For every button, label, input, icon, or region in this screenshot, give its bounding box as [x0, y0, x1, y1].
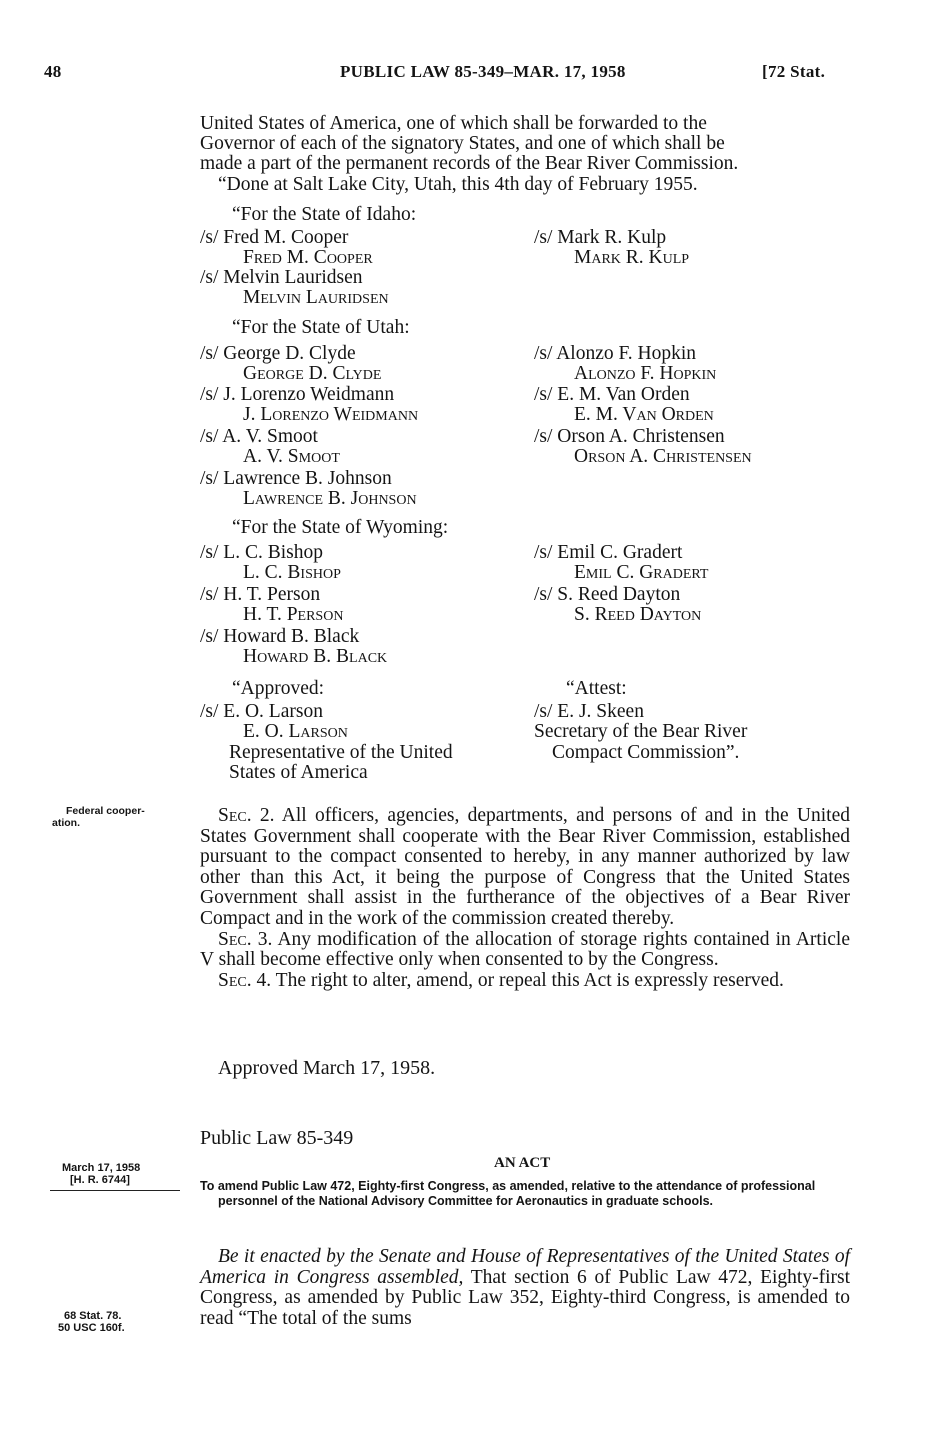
approved-title-2: States of America [229, 762, 368, 783]
utah-typed-name: E. M. Van Orden [574, 404, 714, 425]
enacting-paragraph [200, 1247, 850, 1329]
utah-typed-name: J. Lorenzo Weidmann [243, 404, 419, 425]
approved-signature: /s/ E. O. Larson [200, 701, 323, 722]
utah-typed-name: Lawrence B. Johnson [243, 488, 417, 509]
wyoming-heading: “For the State of Wyoming: [232, 517, 449, 538]
margin-note-date: March 17, 1958 [62, 1162, 141, 1174]
margin-note-bill: [H. R. 6744] [70, 1174, 130, 1186]
utah-signature: /s/ George D. Clyde [200, 343, 356, 364]
section-4 [200, 971, 850, 992]
utah-signature: /s/ A. V. Smoot [200, 426, 318, 447]
idaho-typed-name: Melvin Lauridsen [243, 287, 389, 308]
page-number: 48 [44, 62, 62, 81]
utah-signature: /s/ Alonzo F. Hopkin [534, 343, 697, 364]
attest-title-1: Secretary of the Bear River [534, 721, 748, 742]
wyoming-signature: /s/ Emil C. Gradert [534, 542, 683, 563]
act-heading: AN ACT [494, 1155, 551, 1171]
idaho-typed-name: Mark R. Kulp [574, 247, 690, 268]
approved-title-1: Representative of the United [229, 742, 453, 763]
wyoming-typed-name: Emil C. Gradert [574, 562, 709, 583]
approved-typed-name: E. O. Larson [243, 721, 348, 742]
opening-line-2: Governor of each of the signatory States, and one of which shall be [200, 133, 725, 154]
utah-typed-name: A. V. Smoot [243, 446, 340, 467]
wyoming-typed-name: Howard B. Black [243, 646, 388, 667]
wyoming-typed-name: H. T. Person [243, 604, 344, 625]
wyoming-typed-name: S. Reed Dayton [574, 604, 702, 625]
utah-typed-name: Alonzo F. Hopkin [574, 363, 717, 384]
idaho-signature: /s/ Mark R. Kulp [534, 227, 667, 248]
utah-signature: /s/ Orson A. Christensen [534, 426, 725, 447]
section-2-text: All officers, agencies, departments, and persons of and in the United States Government shall cooperate with the Bear River Commission, established pursuant to the compact consented to hereby, in any manner authorized by law other than this Act, it being the purpose of Congress that the United States Government shall assist in the furtherance of the objectives of a Bear River Compact and in the work of the commission created thereby. [200, 805, 850, 929]
attest-title-2: Compact Commission”. [552, 742, 740, 763]
margin-note-federal: Federal cooper- [66, 805, 145, 817]
act-description: To amend Public Law 472, Eighty-first Congress, as amended, relative to the attendance of professional personnel of the National Advisory Committee for Aeronautics in graduate schools. [200, 1179, 816, 1208]
opening-line-3: made a part of the permanent records of the Bear River Commission. [200, 153, 739, 174]
margin-note-cite: 50 USC 160f. [58, 1322, 125, 1334]
utah-signature: /s/ Lawrence B. Johnson [200, 468, 392, 489]
section-3-text: Any modification of the allocation of storage rights contained in Article V shall become effective only when consented to by the Congress. [200, 928, 850, 971]
margin-note-federal: ation. [52, 817, 80, 829]
approved-heading: “Approved: [232, 678, 325, 699]
public-law-title: Public Law 85-349 [200, 1127, 354, 1149]
utah-typed-name: Orson A. Christensen [574, 446, 752, 467]
enacting-clause: Be it enacted by the Senate and House of Representatives of the United States of America in Congress assembled, [200, 1246, 850, 1288]
utah-heading: “For the State of Utah: [232, 317, 410, 338]
idaho-signature: /s/ Melvin Lauridsen [200, 267, 363, 288]
section-4-text: The right to alter, amend, or repeal this Act is expressly reserved. [275, 969, 784, 991]
section-3-label: Sec. 3. [218, 928, 273, 950]
volume-citation: [72 Stat. [762, 62, 826, 81]
utah-typed-name: George D. Clyde [243, 363, 382, 384]
margin-note-cite: 68 Stat. 78. [64, 1310, 122, 1322]
attest-heading: “Attest: [566, 678, 627, 699]
section-4-label: Sec. 4. [218, 969, 272, 991]
attest-signature: /s/ E. J. Skeen [534, 701, 644, 722]
sections-block [200, 806, 850, 991]
wyoming-typed-name: L. C. Bishop [243, 562, 341, 583]
idaho-typed-name: Fred M. Cooper [243, 247, 373, 268]
opening-line-1: United States of America, one of which shall be forwarded to the [200, 113, 707, 134]
running-title: PUBLIC LAW 85-349–MAR. 17, 1958 [340, 62, 626, 81]
utah-signature: /s/ E. M. Van Orden [534, 384, 690, 405]
enacting-body: That section 6 of Public Law 472, Eighty-first Congress, as amended by Public Law 352, Eighty-third Congress, is amended to read “The total of the sums [200, 1266, 850, 1329]
wyoming-signature: /s/ L. C. Bishop [200, 542, 323, 563]
idaho-heading: “For the State of Idaho: [232, 204, 417, 225]
idaho-signature: /s/ Fred M. Cooper [200, 227, 349, 248]
section-2 [200, 806, 850, 930]
done-at-line: “Done at Salt Lake City, Utah, this 4th day of February 1955. [218, 174, 698, 195]
wyoming-signature: /s/ Howard B. Black [200, 626, 360, 647]
section-2-label: Sec. 2. [218, 805, 275, 826]
utah-signature: /s/ J. Lorenzo Weidmann [200, 384, 395, 405]
margin-rule [50, 1190, 180, 1191]
approved-date: Approved March 17, 1958. [218, 1057, 436, 1079]
section-3 [200, 930, 850, 971]
wyoming-signature: /s/ S. Reed Dayton [534, 584, 681, 605]
wyoming-signature: /s/ H. T. Person [200, 584, 321, 605]
